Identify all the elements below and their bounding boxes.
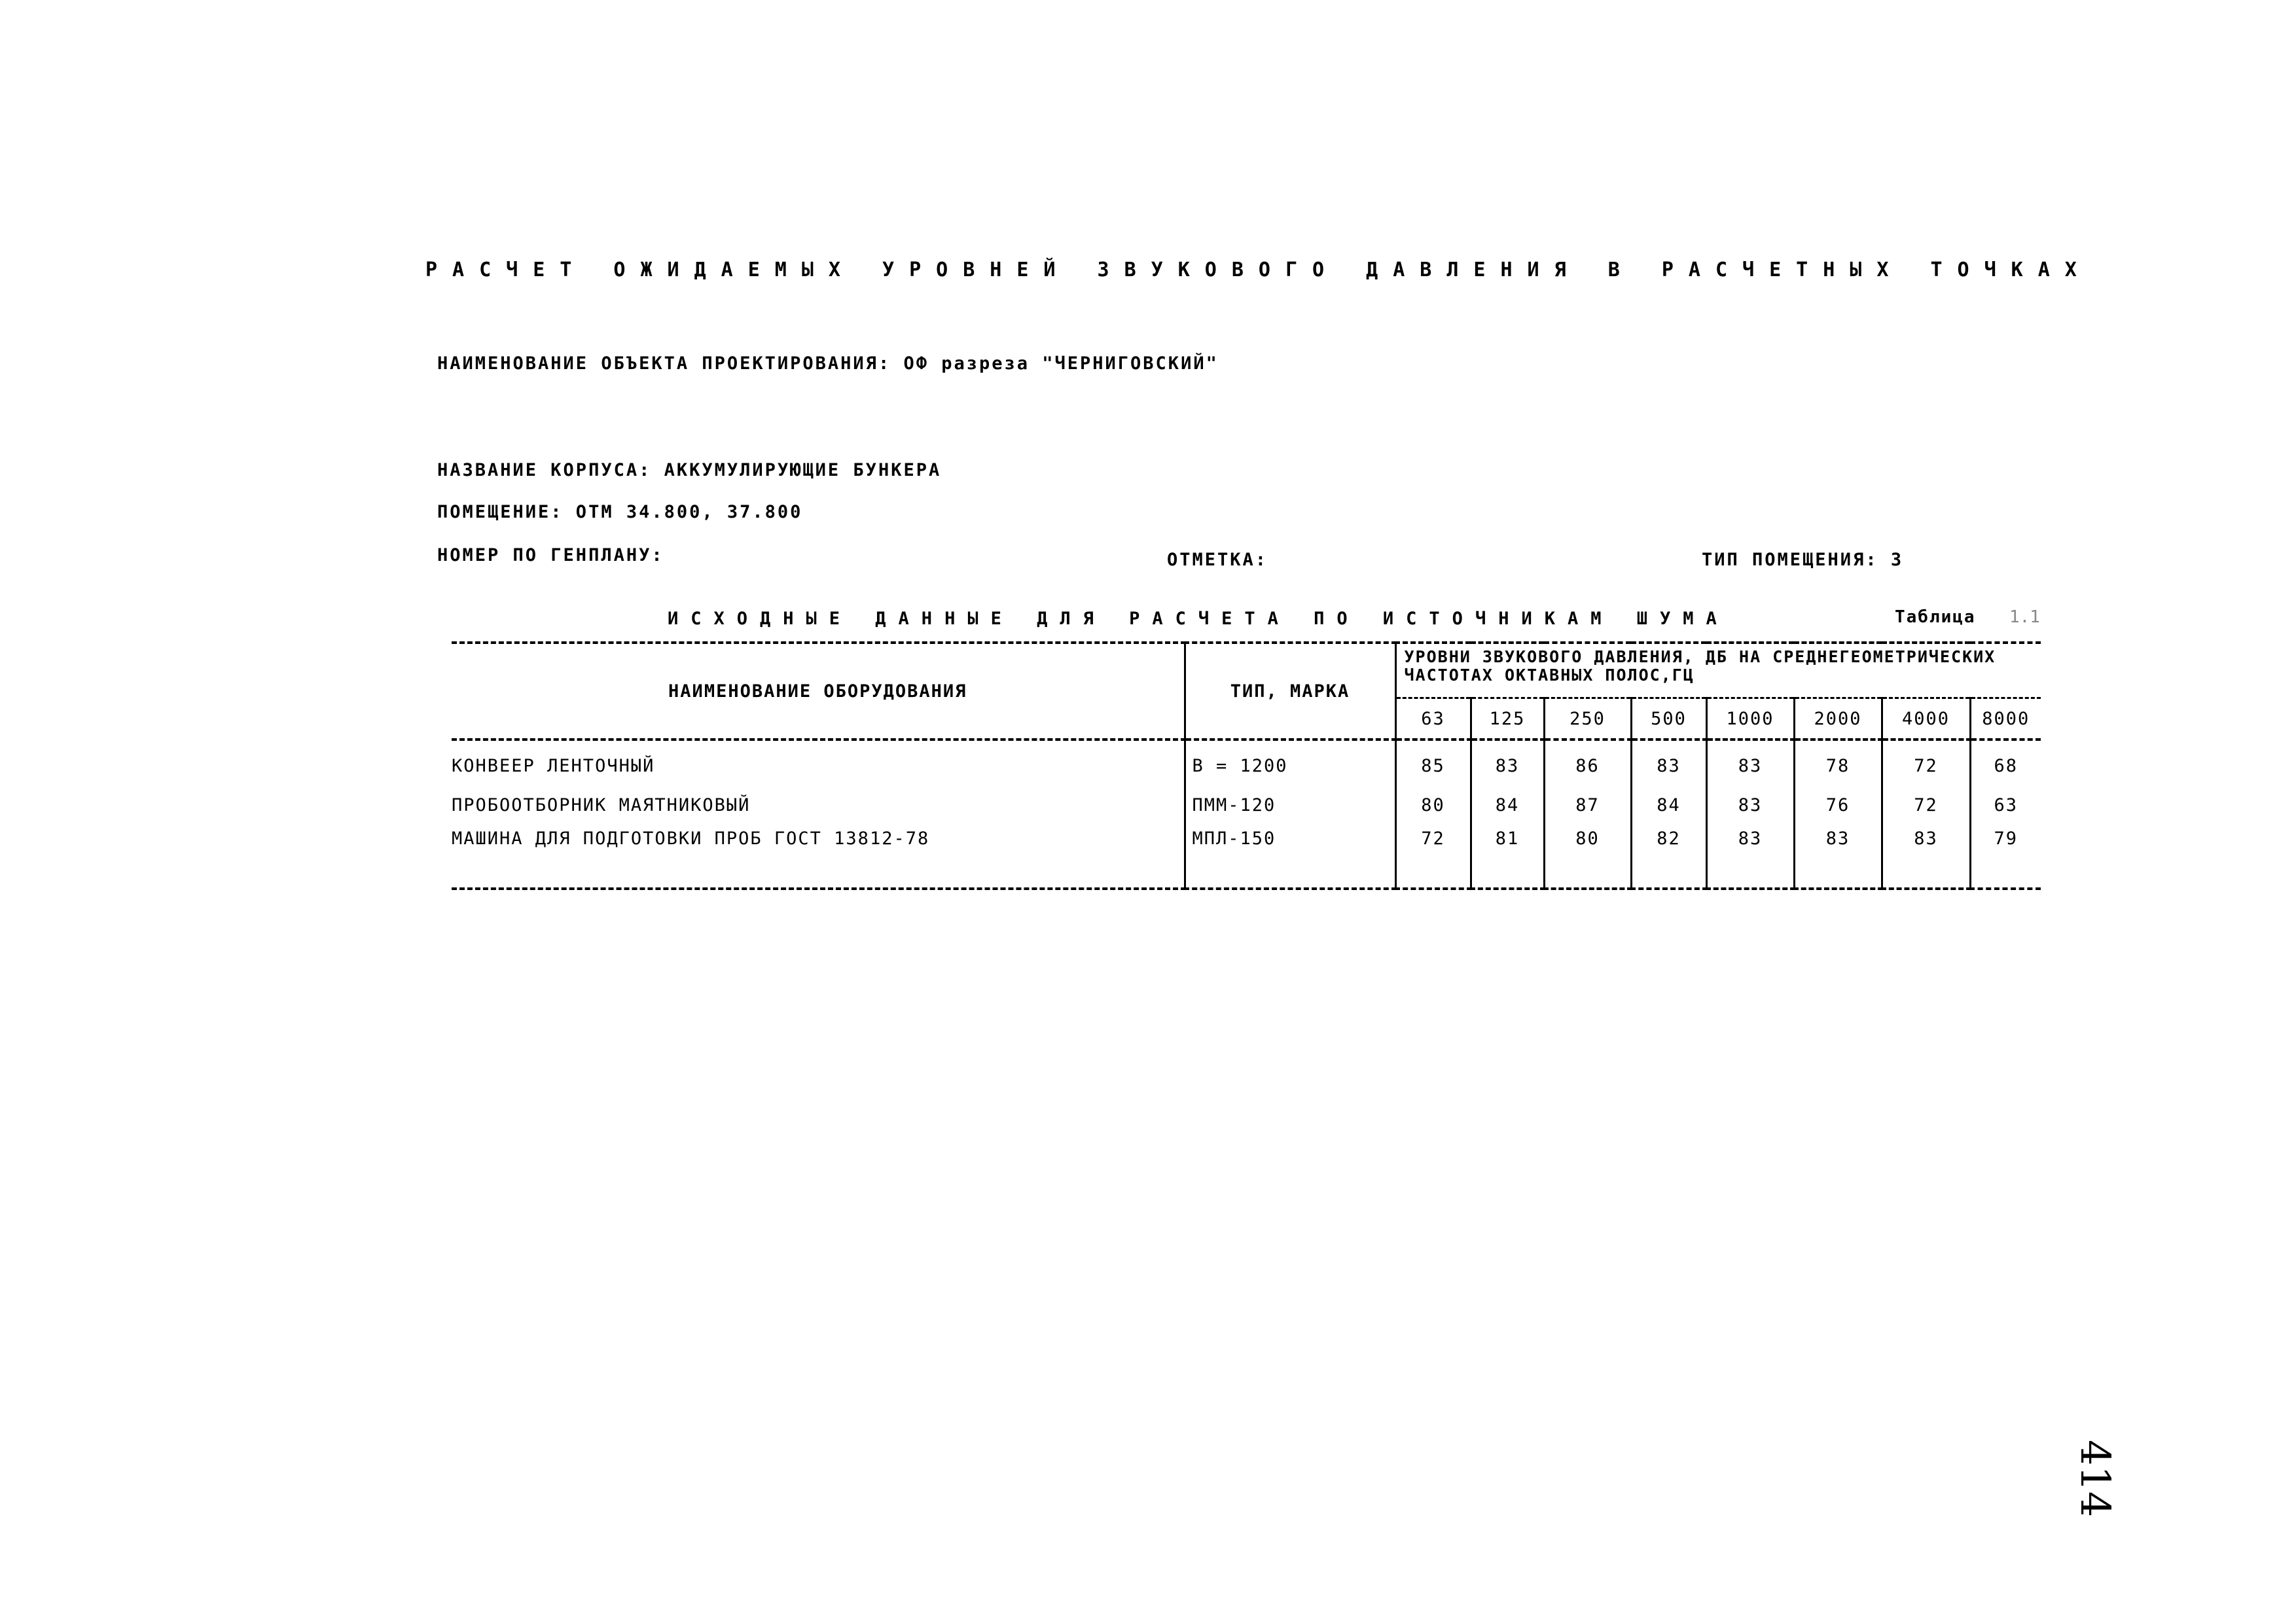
level-cell: 87 [1544, 785, 1631, 825]
level-cell: 79 [1970, 825, 2041, 889]
level-cell: 83 [1471, 740, 1544, 785]
frequency-header: 2000 [1794, 698, 1882, 740]
equipment-type-cell: В = 1200 [1185, 740, 1395, 785]
level-cell: 83 [1706, 785, 1794, 825]
room-type-field: ТИП ПОМЕЩЕНИЯ: 3 [1702, 550, 1904, 570]
table-subtitle: ИСХОДНЫЕ ДАННЫЕ ДЛЯ РАСЧЕТА ПО ИСТОЧНИКАМ ШУМА [668, 609, 1729, 629]
frequency-header: 125 [1471, 698, 1544, 740]
type-column-header: ТИП, МАРКА [1185, 643, 1395, 740]
noise-sources-table [452, 641, 2041, 890]
level-cell: 84 [1631, 785, 1706, 825]
frequency-header: 500 [1631, 698, 1706, 740]
table-row [452, 785, 2041, 825]
level-cell: 63 [1970, 785, 2041, 825]
table-row [452, 740, 2041, 785]
level-cell: 84 [1471, 785, 1544, 825]
room-field: ПОМЕЩЕНИЕ: ОТМ 34.800, 37.800 [437, 502, 803, 522]
object-name-field: НАИМЕНОВАНИЕ ОБЪЕКТА ПРОЕКТИРОВАНИЯ: ОФ разреза "ЧЕРНИГОВСКИЙ" [437, 353, 1219, 374]
table-caption: Таблица [1895, 607, 1976, 627]
level-cell: 83 [1882, 825, 1970, 889]
elevation-field: ОТМЕТКА: [1167, 550, 1268, 570]
level-cell: 85 [1395, 740, 1471, 785]
document-title: РАСЧЕТ ОЖИДАЕМЫХ УРОВНЕЙ ЗВУКОВОГО ДАВЛЕНИЯ В РАСЧЕТНЫХ ТОЧКАХ [425, 259, 2092, 281]
page-number: 414 [2072, 1440, 2119, 1518]
level-cell: 76 [1794, 785, 1882, 825]
level-cell: 80 [1395, 785, 1471, 825]
level-cell: 80 [1544, 825, 1631, 889]
frequency-header: 250 [1544, 698, 1631, 740]
frequency-header: 8000 [1970, 698, 2041, 740]
level-cell: 81 [1471, 825, 1544, 889]
table-row [452, 825, 2041, 889]
equipment-column-header: НАИМЕНОВАНИЕ ОБОРУДОВАНИЯ [668, 681, 967, 702]
equipment-name-cell: КОНВЕЕР ЛЕНТОЧНЫЙ [452, 740, 1185, 785]
level-cell: 86 [1544, 740, 1631, 785]
sound-levels-group-header: УРОВНИ ЗВУКОВОГО ДАВЛЕНИЯ, ДБ НА СРЕДНЕГЕОМЕТРИЧЕСКИХ ЧАСТОТАХ ОКТАВНЫХ ПОЛОС,ГЦ [1395, 643, 2041, 698]
level-cell: 72 [1395, 825, 1471, 889]
equipment-name-cell: ПРОБООТБОРНИК МАЯТНИКОВЫЙ [452, 794, 751, 815]
level-cell: 72 [1882, 785, 1970, 825]
equipment-type-cell: МПЛ-150 [1185, 825, 1395, 889]
equipment-type-cell: ПММ-120 [1185, 785, 1395, 825]
plan-number-field: НОМЕР ПО ГЕНПЛАНУ: [437, 545, 664, 565]
frequency-header: 63 [1395, 698, 1471, 740]
level-cell: 83 [1631, 740, 1706, 785]
level-cell: 78 [1794, 740, 1882, 785]
level-cell: 68 [1970, 740, 2041, 785]
building-name-field: НАЗВАНИЕ КОРПУСА: АККУМУЛИРУЮЩИЕ БУНКЕРА [437, 460, 942, 480]
frequency-header: 4000 [1882, 698, 1970, 740]
frequency-header: 1000 [1706, 698, 1794, 740]
level-cell: 72 [1882, 740, 1970, 785]
level-cell: 82 [1631, 825, 1706, 889]
level-cell: 83 [1794, 825, 1882, 889]
equipment-name-cell: МАШИНА ДЛЯ ПОДГОТОВКИ ПРОБ ГОСТ 13812-78 [452, 829, 930, 849]
level-cell: 83 [1706, 740, 1794, 785]
table-number: 1.1 [2009, 607, 2040, 627]
level-cell: 83 [1706, 825, 1794, 889]
